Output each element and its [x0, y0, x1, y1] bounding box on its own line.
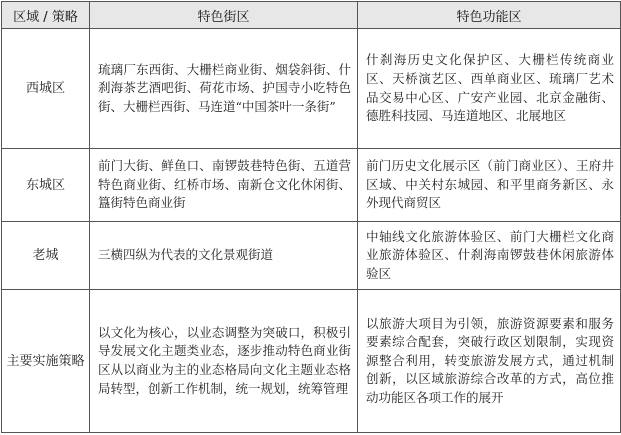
header-row [2, 2, 621, 29]
cell-zone-old-city: 中轴线文化旅游体验区、前门大栅栏文化商业旅游体验区、什刹海南锣鼓巷休闲旅游体验区 [358, 222, 621, 290]
table-row [2, 290, 621, 433]
header-feature-zone: 特色功能区 [358, 2, 621, 29]
header-region-strategy: 区域 / 策略 [2, 2, 90, 29]
row-label-old-city: 老城 [2, 222, 90, 290]
table-row [2, 222, 621, 290]
table-row [2, 29, 621, 149]
cell-street-dongcheng: 前门大街、鲜鱼口、南锣鼓巷特色街、五道营特色商业街、红桥市场、南新仓文化休闲街、簋街特色商业街 [90, 149, 358, 222]
row-label-dongcheng: 东城区 [2, 149, 90, 222]
row-label-xicheng: 西城区 [2, 29, 90, 149]
cell-zone-dongcheng: 前门历史文化展示区（前门商业区）、王府井区域、中关村东城园、和平里商务新区、永外现代商贸区 [358, 149, 621, 222]
table-row [2, 149, 621, 222]
cell-street-xicheng: 琉璃厂东西街、大栅栏商业街、烟袋斜街、什刹海茶艺酒吧街、荷花市场、护国寺小吃特色街、大栅栏西街、马连道“中国茶叶一条街” [90, 29, 358, 149]
cell-street-old-city: 三横四纵为代表的文化景观街道 [90, 222, 358, 290]
cell-street-strategy: 以文化为核心，以业态调整为突破口，积极引导发展文化主题类业态，逐步推动特色商业街区从以商业为主的业态格局向文化主题业态格局转型，创新工作机制，统一规划，统筹管理 [90, 290, 358, 433]
cell-zone-xicheng: 什刹海历史文化保护区、大栅栏传统商业区、天桥演艺区、西单商业区、琉璃厂艺术品交易中心区、广安产业园、北京金融街、德胜科技园、马连道地区、北展地区 [358, 29, 621, 149]
header-feature-street: 特色街区 [90, 2, 358, 29]
cell-zone-strategy: 以旅游大项目为引领，旅游资源要素和服务要素综合配套，突破行政区划限制，实现资源整合利用，转变旅游发展方式，通过机制创新，以区域旅游综合改革的方式，高位推动功能区各项工作的展开 [358, 290, 621, 433]
data-table [1, 1, 621, 433]
row-label-strategy: 主要实施策略 [2, 290, 90, 433]
